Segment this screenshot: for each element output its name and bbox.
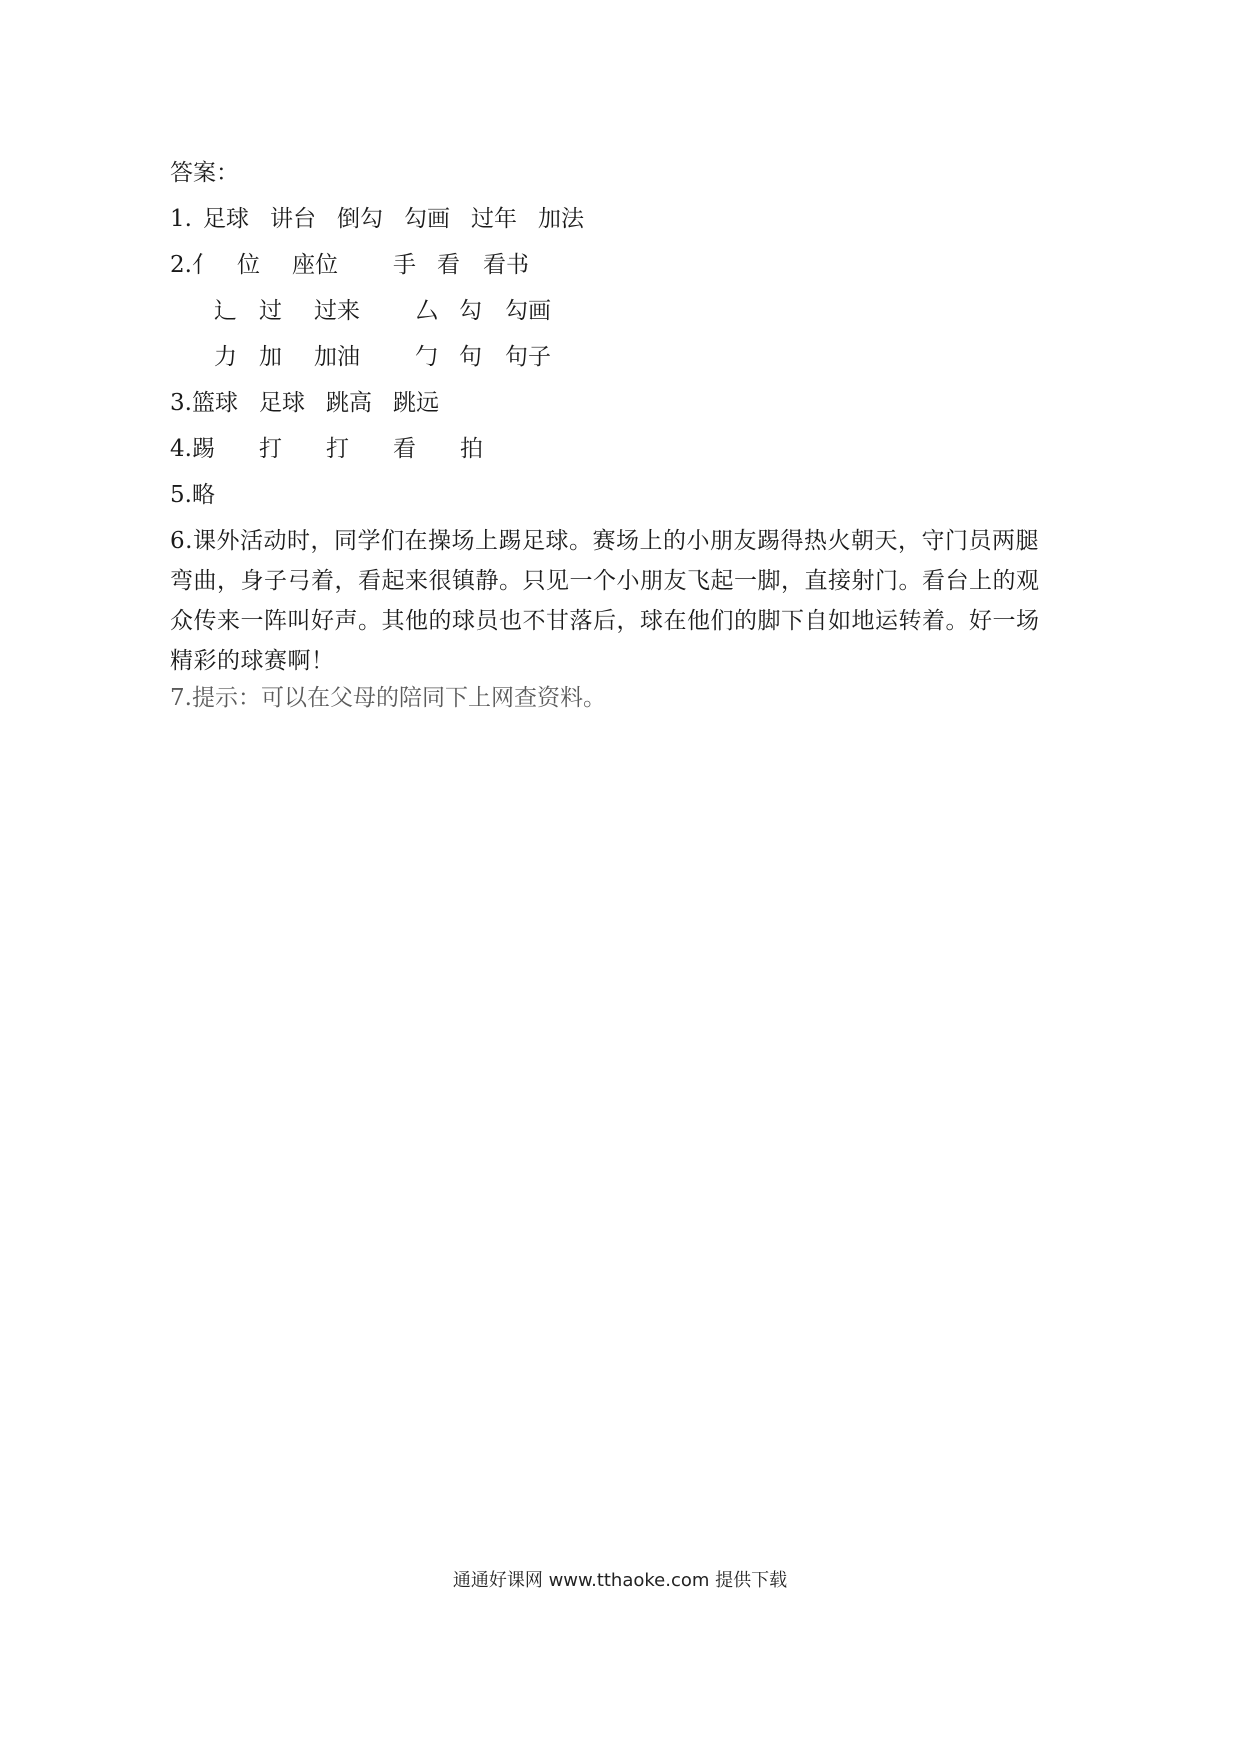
answer-5 [170, 472, 1067, 518]
word: 句子 [505, 344, 551, 370]
character: 看 [437, 252, 460, 278]
answer-1 [170, 196, 1067, 242]
heading-text: 答案： [170, 160, 239, 186]
page-footer: 通通好课网 www.tthaoke.com 提供下载 [452, 1570, 788, 1591]
question-number: 4. [170, 436, 192, 462]
answer-word: 拍 [460, 436, 483, 462]
radical: 手 [393, 252, 416, 278]
answer-word: 踢 [192, 436, 215, 462]
question-number: 5. [170, 482, 192, 508]
answer-heading [170, 150, 1067, 196]
radical: 力 [214, 344, 237, 370]
answer-word: 足球 [203, 206, 249, 232]
radical: 亻 [192, 252, 215, 278]
answer-word: 加法 [538, 206, 584, 232]
word: 勾画 [505, 298, 551, 324]
radical: 勹 [415, 344, 438, 370]
answer-2-row-1 [170, 242, 1067, 288]
answer-word: 跳远 [393, 390, 439, 416]
answer-word: 篮球 [192, 390, 238, 416]
character: 过 [259, 298, 282, 324]
question-number: 3. [170, 390, 192, 416]
answer-word: 过年 [471, 206, 517, 232]
answer-word: 勾画 [404, 206, 450, 232]
question-number: 6. [170, 528, 193, 554]
radical: 辶 [214, 298, 237, 324]
word: 加油 [314, 344, 360, 370]
radical: 厶 [415, 298, 438, 324]
answer-2-row-2 [187, 288, 1067, 334]
answer-3 [170, 380, 1067, 426]
answer-4 [170, 426, 1067, 472]
answer-text: 提示：可以在父母的陪同下上网查资料。 [192, 685, 606, 711]
answer-text: 略 [192, 482, 215, 508]
word: 过来 [314, 298, 360, 324]
answer-word: 跳高 [326, 390, 372, 416]
question-number: 1. [170, 206, 192, 232]
character: 加 [259, 344, 282, 370]
answer-word: 足球 [259, 390, 305, 416]
answer-7 [170, 675, 1067, 721]
answer-word: 打 [326, 436, 349, 462]
word: 座位 [292, 252, 338, 278]
word: 看书 [483, 252, 529, 278]
answer-content [170, 150, 1067, 721]
answer-2-row-3 [187, 334, 1067, 380]
question-number: 7. [170, 685, 192, 711]
answer-word: 讲台 [270, 206, 316, 232]
answer-word: 倒勾 [337, 206, 383, 232]
answer-word: 打 [259, 436, 282, 462]
answer-paragraph: 课外活动时，同学们在操场上踢足球。赛场上的小朋友踢得热火朝天，守门员两腿弯曲，身子弓着，看起来很镇静。只见一个小朋友飞起一脚，直接射门。看台上的观众传来一阵叫好声。其他的球员也不甘落后，球在他们的脚下自如地运转着。好一场精彩的球赛啊！ [170, 528, 1040, 674]
question-number: 2. [170, 252, 192, 278]
answer-6 [170, 521, 1050, 681]
character: 位 [237, 252, 260, 278]
answer-word: 看 [393, 436, 416, 462]
character: 句 [459, 344, 482, 370]
character: 勾 [459, 298, 482, 324]
